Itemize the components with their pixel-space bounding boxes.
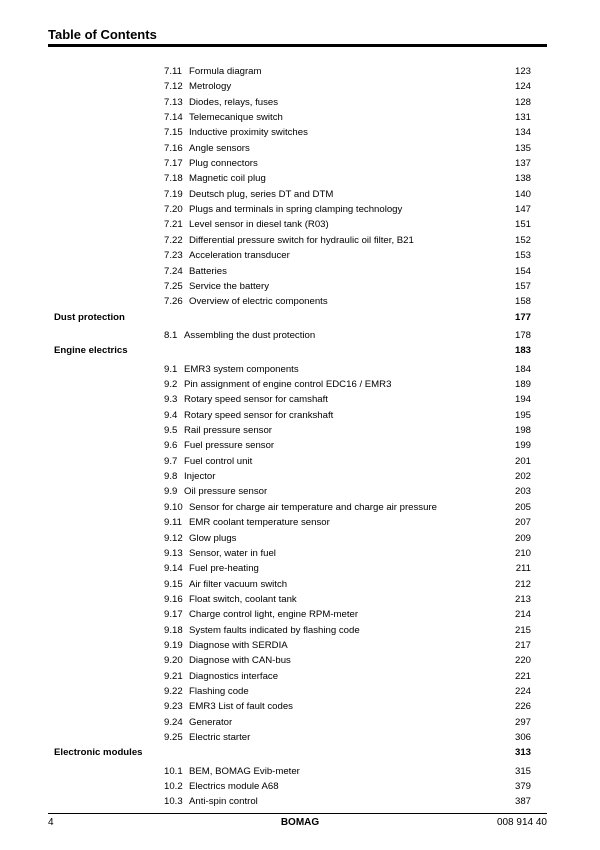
toc-entry-title: Electrics module A68 [189,781,279,792]
toc-entry-number: 9.6 [164,440,178,451]
toc-entry-number: 7.18 [164,173,183,184]
toc-entry-page: 201 [514,456,531,467]
toc-entry-page: 137 [514,158,531,169]
toc-entry[interactable] [0,578,600,592]
toc-entry[interactable] [0,455,600,469]
toc-entry-number: 9.1 [164,364,178,375]
toc-section-page: 313 [514,747,531,758]
toc-entry[interactable] [0,280,600,294]
toc-entry-title: Batteries [189,266,227,277]
toc-entry-title: Angle sensors [189,143,250,154]
toc-entry[interactable] [0,424,600,438]
toc-entry[interactable] [0,172,600,186]
toc-entry-title: Rail pressure sensor [184,425,272,436]
toc-entry-title: Sensor, water in fuel [189,548,276,559]
toc-entry-title: Rotary speed sensor for camshaft [184,394,328,405]
toc-entry-title: Electric starter [189,732,251,743]
toc-entry-title: Float switch, coolant tank [189,594,297,605]
toc-entry[interactable] [0,126,600,140]
toc-entry[interactable] [0,716,600,730]
toc-entry-page: 224 [514,686,531,697]
toc-entry-title: Inductive proximity switches [189,127,308,138]
toc-entry-number: 7.13 [164,97,183,108]
toc-entry[interactable] [0,795,600,809]
toc-entry-number: 9.18 [164,625,183,636]
toc-entry[interactable] [0,142,600,156]
toc-entry-page: 178 [514,330,531,341]
toc-entry-number: 10.3 [164,796,183,807]
toc-entry-number: 7.11 [164,66,182,77]
toc-entry[interactable] [0,393,600,407]
toc-entry-page: 379 [514,781,531,792]
toc-entry[interactable] [0,111,600,125]
toc-entry-title: Plugs and terminals in spring clamping technology [189,204,403,215]
toc-entry-title: Pin assignment of engine control EDC16 / EMR3 [184,379,392,390]
toc-section-title: Electronic modules [54,747,143,758]
toc-entry[interactable] [0,608,600,622]
toc-entry-page: 306 [514,732,531,743]
toc-entry-page: 315 [514,766,531,777]
toc-entry-page: 189 [514,379,531,390]
toc-entry[interactable] [0,295,600,309]
toc-entry-page: 207 [514,517,531,528]
toc-entry[interactable] [0,329,600,343]
toc-entry-title: Generator [189,717,233,728]
toc-entry[interactable] [0,249,600,263]
toc-entry-page: 152 [514,235,531,246]
toc-entry-page: 209 [514,533,531,544]
toc-entry-title: Fuel pre-heating [189,563,259,574]
toc-entry-number: 7.21 [164,219,183,230]
toc-entry-number: 7.16 [164,143,183,154]
toc-entry-page: 198 [514,425,531,436]
toc-entry-number: 9.25 [164,732,183,743]
toc-entry-number: 7.14 [164,112,183,123]
toc-entry-number: 9.16 [164,594,183,605]
toc-entry-number: 9.10 [164,502,183,513]
toc-entry-title: Sensor for charge air temperature and charge air pressure [189,502,437,513]
toc-entry-number: 7.19 [164,189,183,200]
toc-entry-page: 212 [514,579,531,590]
toc-section-heading[interactable] [0,311,600,325]
toc-entry-page: 226 [514,701,531,712]
toc-entry-number: 10.1 [164,766,183,777]
toc-entry-page: 184 [514,364,531,375]
toc-entry[interactable] [0,265,600,279]
toc-entry-number: 10.2 [164,781,183,792]
toc-entry-page: 131 [514,112,531,123]
toc-entry-page: 297 [514,717,531,728]
toc-entry-page: 157 [514,281,531,292]
toc-entry-page: 199 [514,440,531,451]
toc-entry-number: 9.14 [164,563,183,574]
toc-entry-page: 135 [514,143,531,154]
toc-section-page: 183 [514,345,531,356]
header-rule [48,44,547,47]
toc-entry[interactable] [0,501,600,515]
toc-entry-title: Air filter vacuum switch [189,579,288,590]
toc-entry-page: 124 [514,81,531,92]
toc-entry[interactable] [0,439,600,453]
toc-entry[interactable] [0,234,600,248]
toc-entry[interactable] [0,157,600,171]
toc-entry[interactable] [0,188,600,202]
toc-entry-title: Differential pressure switch for hydraulic oil filter, B21 [189,235,414,246]
toc-entry-title: Oil pressure sensor [184,486,268,497]
toc-entry-number: 7.25 [164,281,183,292]
toc-entry[interactable] [0,547,600,561]
toc-entry-title: Metrology [189,81,232,92]
toc-entry-title: Glow plugs [189,533,237,544]
toc-entry[interactable] [0,218,600,232]
toc-entry-number: 7.26 [164,296,183,307]
toc-entry-title: Plug connectors [189,158,258,169]
toc-entry-title: Overview of electric components [189,296,328,307]
toc-entry-title: EMR coolant temperature sensor [189,517,330,528]
toc-entry-page: 140 [514,189,531,200]
toc-entry[interactable] [0,532,600,546]
toc-entry[interactable] [0,485,600,499]
toc-entry-page: 153 [514,250,531,261]
toc-entry-page: 205 [514,502,531,513]
toc-entry-title: EMR3 List of fault codes [189,701,293,712]
toc-entry-number: 9.11 [164,517,182,528]
toc-section-title: Engine electrics [54,345,128,356]
toc-entry[interactable] [0,516,600,530]
toc-entry-page: 213 [514,594,531,605]
toc-entry-page: 203 [514,486,531,497]
toc-entry-number: 9.2 [164,379,178,390]
toc-entry-page: 210 [514,548,531,559]
toc-entry[interactable] [0,409,600,423]
toc-entry-page: 215 [514,625,531,636]
toc-entry-title: Diagnose with SERDIA [189,640,288,651]
toc-entry-number: 9.8 [164,471,178,482]
toc-entry-number: 8.1 [164,330,178,341]
toc-entry[interactable] [0,765,600,779]
footer-page-number: 4 [48,817,54,828]
toc-section-heading[interactable] [0,344,600,358]
toc-entry-page: 214 [514,609,531,620]
toc-entry-number: 9.15 [164,579,183,590]
toc-entry-number: 9.24 [164,717,183,728]
toc-entry-page: 138 [514,173,531,184]
toc-entry-number: 9.9 [164,486,178,497]
toc-entry-number: 9.4 [164,410,178,421]
toc-entry-title: EMR3 system components [184,364,299,375]
toc-entry-page: 217 [514,640,531,651]
toc-entry-title: Telemecanique switch [189,112,283,123]
toc-entry[interactable] [0,780,600,794]
toc-entry[interactable] [0,378,600,392]
toc-entry[interactable] [0,670,600,684]
toc-entry[interactable] [0,685,600,699]
toc-entry-page: 194 [514,394,531,405]
toc-entry-number: 7.24 [164,266,183,277]
footer-rule [48,813,547,814]
toc-entry-number: 9.19 [164,640,183,651]
toc-entry-title: Formula diagram [189,66,262,77]
toc-entry-number: 9.13 [164,548,183,559]
toc-entry-number: 9.17 [164,609,183,620]
toc-entry-page: 221 [514,671,531,682]
toc-entry-number: 9.12 [164,533,183,544]
toc-entry[interactable] [0,65,600,79]
toc-entry-page: 220 [514,655,531,666]
toc-entry-title: Assembling the dust protection [184,330,316,341]
toc-entry-title: BEM, BOMAG Evib-meter [189,766,300,777]
toc-entry-number: 9.5 [164,425,178,436]
toc-entry-page: 195 [514,410,531,421]
toc-entry-title: Diagnostics interface [189,671,279,682]
footer-brand: BOMAG [280,817,320,828]
toc-entry-title: Magnetic coil plug [189,173,266,184]
toc-entry-title: Acceleration transducer [189,250,290,261]
toc-section-heading[interactable] [0,746,600,760]
toc-entry-title: Rotary speed sensor for crankshaft [184,410,334,421]
page-title: Table of Contents [48,27,157,42]
toc-entry-title: System faults indicated by flashing code [189,625,360,636]
toc-entry-page: 154 [514,266,531,277]
toc-entry-page: 151 [514,219,531,230]
toc-entry-number: 9.7 [164,456,178,467]
toc-entry[interactable] [0,363,600,377]
toc-entry-title: Fuel pressure sensor [184,440,275,451]
toc-entry-title: Diagnose with CAN-bus [189,655,291,666]
toc-entry-page: 158 [514,296,531,307]
toc-entry[interactable] [0,470,600,484]
toc-entry[interactable] [0,624,600,638]
toc-entry-title: Injector [184,471,216,482]
toc-entry[interactable] [0,80,600,94]
toc-entry-number: 9.21 [164,671,183,682]
toc-entry[interactable] [0,203,600,217]
toc-entry-number: 9.23 [164,701,183,712]
toc-entry-title: Flashing code [189,686,249,697]
toc-entry-number: 7.22 [164,235,183,246]
toc-entry[interactable] [0,639,600,653]
toc-section-page: 177 [514,312,531,323]
toc-entry-number: 9.20 [164,655,183,666]
toc-entry-title: Level sensor in diesel tank (R03) [189,219,329,230]
toc-entry-number: 7.20 [164,204,183,215]
toc-entry-page: 123 [514,66,531,77]
footer-doc-number: 008 914 40 [496,817,547,828]
toc-entry[interactable] [0,654,600,668]
toc-entry-number: 7.15 [164,127,183,138]
toc-entry-number: 7.17 [164,158,183,169]
toc-entry[interactable] [0,700,600,714]
toc-entry[interactable] [0,96,600,110]
toc-entry-page: 387 [514,796,531,807]
toc-entry[interactable] [0,562,600,576]
toc-entry[interactable] [0,731,600,745]
toc-entry-page: 202 [514,471,531,482]
toc-entry-page: 211 [515,563,531,574]
toc-entry-number: 9.3 [164,394,178,405]
toc-entry[interactable] [0,593,600,607]
toc-entry-title: Diodes, relays, fuses [189,97,279,108]
toc-entry-page: 128 [514,97,531,108]
toc-section-title: Dust protection [54,312,125,323]
toc-entry-page: 147 [514,204,531,215]
toc-entry-title: Fuel control unit [184,456,253,467]
toc-entry-number: 9.22 [164,686,183,697]
toc-entry-title: Anti-spin control [189,796,258,807]
toc-entry-title: Deutsch plug, series DT and DTM [189,189,334,200]
toc-entry-title: Charge control light, engine RPM-meter [189,609,359,620]
toc-entry-number: 7.12 [164,81,183,92]
toc-entry-title: Service the battery [189,281,269,292]
toc-entry-page: 134 [514,127,531,138]
toc-entry-number: 7.23 [164,250,183,261]
